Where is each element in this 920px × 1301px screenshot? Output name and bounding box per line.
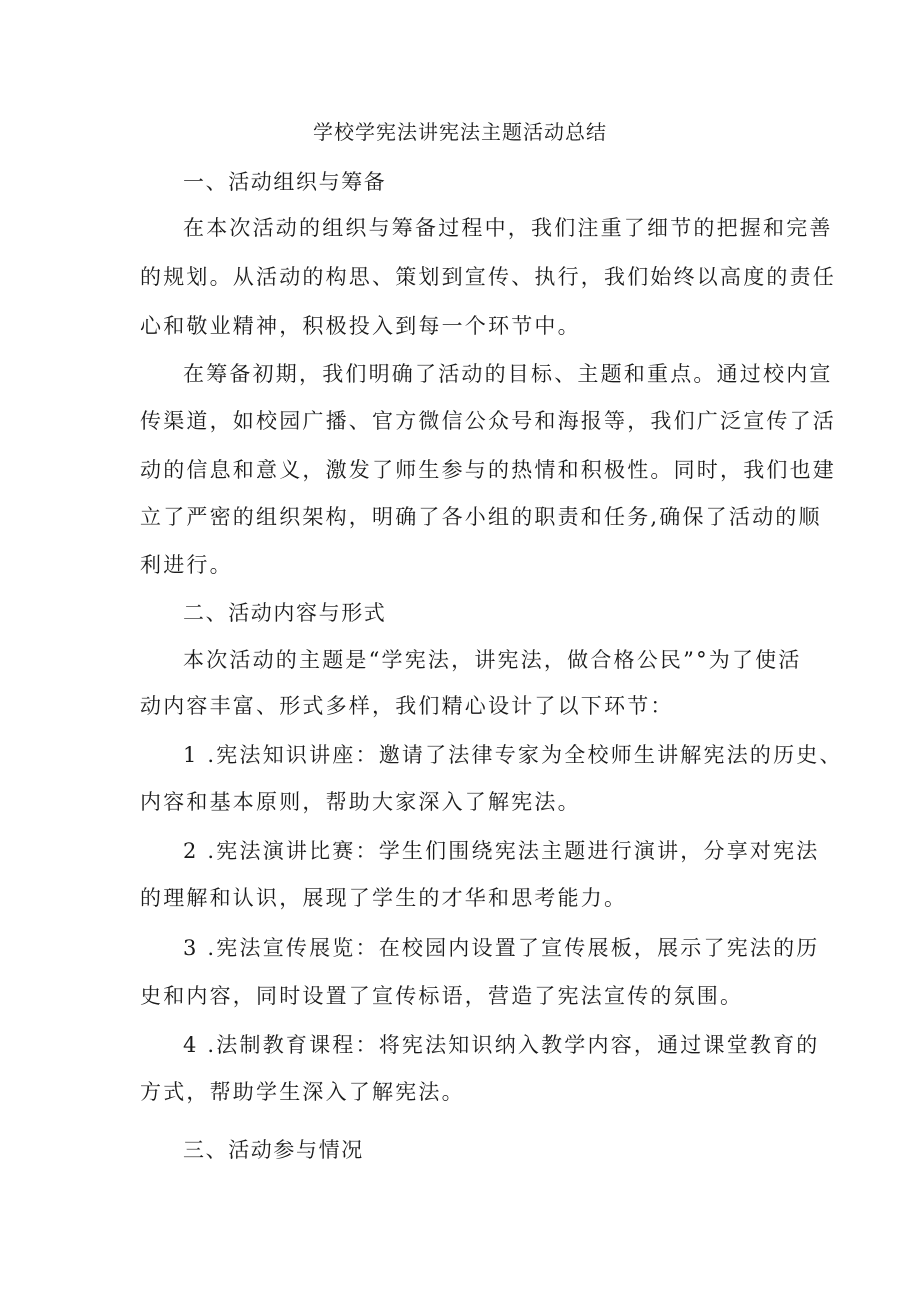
paragraph-line: 传渠道，如校园广播、官方微信公众号和海报等，我们广泛宣传了活 <box>140 409 836 433</box>
section-heading-3: 三、活动参与情况 <box>183 1138 364 1162</box>
paragraph-line: 利进行。 <box>140 553 233 577</box>
list-item-line: 的理解和认识，展现了学生的才华和思考能力。 <box>140 886 628 910</box>
section-heading-2: 二、活动内容与形式 <box>183 601 387 625</box>
list-item-line: 1 .宪法知识讲座：邀请了法律专家为全校师生讲解宪法的历史、 <box>183 743 843 767</box>
section-heading-1: 一、活动组织与筹备 <box>183 170 387 194</box>
paragraph-line: 动内容丰富、形式多样，我们精心设计了以下环节： <box>140 694 674 718</box>
paragraph-line: 本次活动的主题是“学宪法，讲宪法，做合格公民”°为了使活 <box>183 648 802 672</box>
paragraph-line: 的规划。从活动的构思、策划到宣传、执行，我们始终以高度的责任 <box>140 265 836 289</box>
list-item-line: 4 .法制教育课程：将宪法知识纳入教学内容，通过课堂教育的 <box>183 1033 820 1057</box>
document-title: 学校学宪法讲宪法主题活动总结 <box>313 120 607 144</box>
paragraph-line: 立了严密的组织架构，明确了各小组的职责和任务,确保了活动的顺 <box>140 505 822 529</box>
paragraph-line: 在本次活动的组织与筹备过程中，我们注重了细节的把握和完善 <box>183 216 833 240</box>
list-item-line: 方式，帮助学生深入了解宪法。 <box>140 1080 465 1104</box>
list-item-line: 3 .宪法宣传展览：在校园内设置了宣传展板，展示了宪法的历 <box>183 936 820 960</box>
list-item-line: 史和内容，同时设置了宣传标语，营造了宪法宣传的氛围。 <box>140 984 744 1008</box>
paragraph-line: 心和敬业精神，积极投入到每一个环节中。 <box>140 314 581 338</box>
paragraph-line: 动的信息和意义，激发了师生参与的热情和积极性。同时，我们也建 <box>140 458 836 482</box>
list-item-line: 内容和基本原则，帮助大家深入了解宪法。 <box>140 790 581 814</box>
list-item-line: 2 .宪法演讲比赛：学生们围绕宪法主题进行演讲，分享对宪法 <box>183 839 820 863</box>
paragraph-line: 在筹备初期，我们明确了活动的目标、主题和重点。通过校内宣 <box>183 362 833 386</box>
